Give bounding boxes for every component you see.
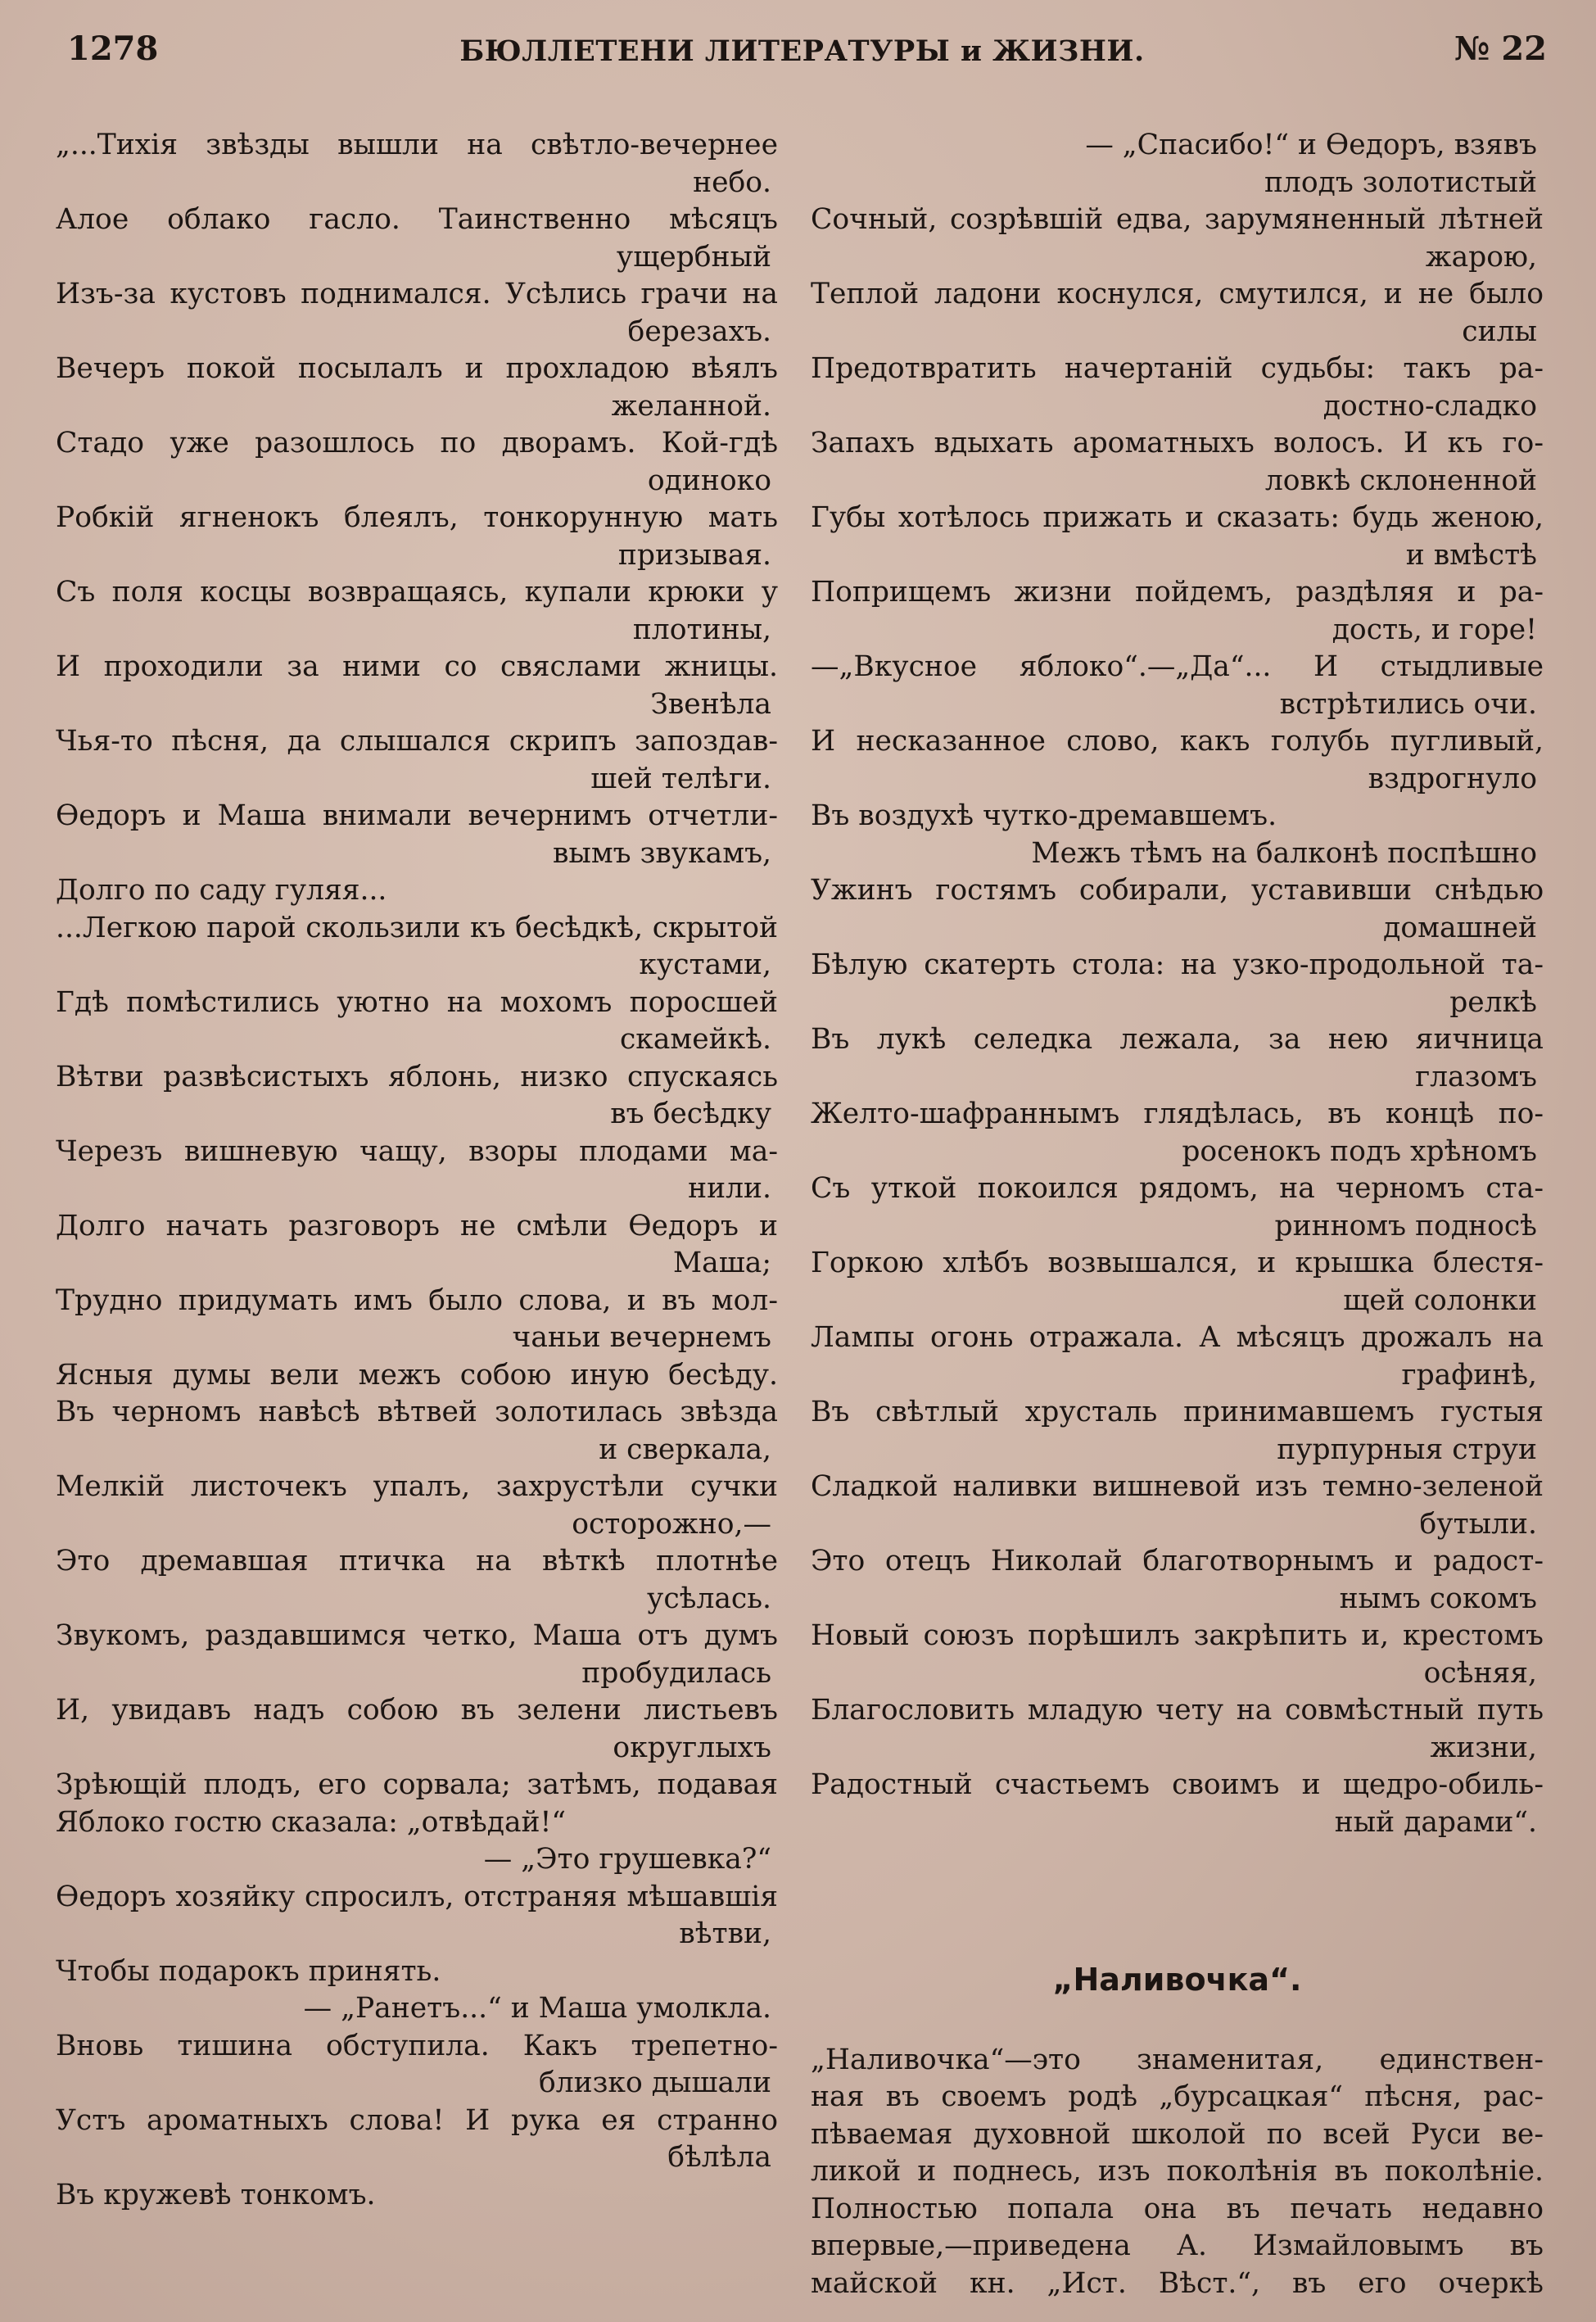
poem-line: Горкою хлѣбъ возвышался, и крышка блестя-: [811, 1247, 1544, 1279]
poem-line: Робкій ягненокъ блеялъ, тонкорунную мать: [56, 501, 778, 534]
poem-line: Въ свѣтлый хрусталь принимавшемъ густыя: [811, 1396, 1544, 1428]
poem-line: встрѣтились очи.: [1279, 687, 1537, 721]
article-line: „Наливочка“—это знаменитая, единствен-: [811, 2043, 1544, 2076]
poem-line: Предотвратить начертаній судьбы: такъ ра-: [811, 352, 1544, 385]
poem-line: ...Легкою парой скользили къ бесѣдкѣ, скрытой: [56, 911, 778, 944]
poem-line: пурпурныя струи: [1277, 1433, 1537, 1466]
poem-line: скамейкѣ.: [619, 1023, 771, 1056]
poem-line: Трудно придумать имъ было слова, и въ мол-: [56, 1283, 778, 1317]
poem-line: Губы хотѣлось прижать и сказать: будь женою,: [811, 501, 1544, 534]
article-text: [811, 2042, 1544, 2303]
poem-line: Чья-то пѣсня, да слышался скрипъ запоздав-: [56, 725, 778, 758]
poem-line: Лампы огонь отражала. А мѣсяцъ дрожалъ на: [811, 1321, 1544, 1354]
poem-line: ринномъ подносѣ: [1274, 1209, 1537, 1242]
poem-line: Сочный, созрѣвшій едва, зарумяненный лѣтней: [811, 203, 1544, 236]
poem-line: — „Это грушевка?“: [483, 1843, 771, 1876]
poem-line: — „Спасибо!“ и Өедоръ, взявъ: [1085, 129, 1537, 161]
poem-line: округлыхъ: [613, 1731, 771, 1764]
poem-line: глазомъ: [1415, 1060, 1537, 1093]
poem-line: Өедоръ и Маша внимали вечернимъ отчетли-: [56, 799, 778, 832]
poem-line: нымъ сокомъ: [1339, 1582, 1537, 1615]
poem-line: призывая.: [617, 538, 771, 572]
poem-line: въ бесѣдку: [610, 1098, 771, 1130]
poem-line: И несказанное слово, какъ голубь пугливый,: [811, 725, 1544, 758]
poem-line: Въ лукѣ селедка лежала, за нею яичница: [811, 1023, 1544, 1056]
poem-line: Сладкой наливки вишневой изъ темно-зеленой: [811, 1470, 1544, 1503]
poem-line: кустами,: [639, 948, 771, 981]
page-header: [57, 29, 1547, 79]
poem-line: бутыли.: [1419, 1507, 1537, 1541]
poem-line: нили.: [688, 1172, 771, 1205]
poem-line: Радостный счастьемъ своимъ и щедро-обиль-: [811, 1768, 1544, 1801]
poem-line: Долго по саду гуляя...: [56, 874, 387, 907]
article-line: Полностью попала она въ печать недавно: [811, 2192, 1544, 2225]
poem-line: Съ поля косцы возвращаясь, купали крюки у: [56, 576, 778, 609]
poem-line: щей солонки: [1343, 1283, 1537, 1317]
poem-line: Ясныя думы вели межъ собою иную бесѣду.: [56, 1358, 778, 1392]
poem-line: Новый союзъ порѣшилъ закрѣпить и, крестомъ: [811, 1619, 1544, 1652]
poem-line: Стадо уже разошлось по дворамъ. Кой-гдѣ: [56, 427, 778, 459]
poem-line: ный дарами“.: [1334, 1805, 1537, 1839]
poem-line: бѣлѣла: [667, 2141, 771, 2174]
poem-line: Вечеръ покой посылалъ и прохладою вѣялъ: [56, 352, 778, 385]
poem-line: — „Ранетъ...“ и Маша умолкла.: [303, 1992, 771, 2025]
poem-line: шей телѣги.: [590, 762, 771, 795]
issue-number: № 22: [1454, 29, 1547, 68]
poem-line: Яблоко гостю сказала: „отвѣдай!“: [56, 1805, 567, 1839]
poem-line: Съ уткой покоился рядомъ, на черномъ ста-: [811, 1172, 1544, 1205]
running-title: БЮЛЛЕТЕНИ ЛИТЕРАТУРЫ и ЖИЗНИ.: [459, 34, 1145, 68]
article-line: впервые,—приведена А. Измайловымъ въ: [811, 2229, 1544, 2262]
poem-line: Звукомъ, раздавшимся четко, Маша отъ думъ: [56, 1619, 778, 1652]
poem-line: чаньи вечернемъ: [512, 1321, 771, 1354]
poem-line: Запахъ вдыхать ароматныхъ волосъ. И къ го-: [811, 427, 1544, 459]
poem-line: Межъ тѣмъ на балконѣ поспѣшно: [1031, 836, 1537, 870]
poem-line: Алое облако гасло. Таинственно мѣсяцъ: [56, 203, 778, 236]
poem-line: Бѣлую скатерть стола: на узко-продольной та-: [811, 948, 1544, 981]
poem-line: Звенѣла: [650, 687, 771, 721]
poem-line: усѣлась.: [647, 1582, 771, 1615]
poem-line: ущербный: [616, 240, 771, 274]
poem-line: одиноко: [647, 464, 771, 497]
poem-line: Въ черномъ навѣсѣ вѣтвей золотилась звѣзда: [56, 1396, 778, 1428]
poem-line: небо.: [693, 165, 771, 199]
poem-line: И, увидавъ надъ собою въ зелени листьевъ: [56, 1694, 778, 1727]
poem-line: Мелкій листочекъ упалъ, захрустѣли сучки: [56, 1470, 778, 1503]
poem-line: плотины,: [632, 613, 771, 646]
poem-line: березахъ.: [627, 315, 771, 348]
poem-line: Это дремавшая птичка на вѣткѣ плотнѣе: [56, 1545, 778, 1577]
poem-line: росенокъ подъ хрѣномъ: [1182, 1134, 1537, 1168]
poem-line: Вновь тишина обступила. Какъ трепетно-: [56, 2029, 778, 2062]
poem-continuation: [811, 127, 1544, 1841]
poem-line: Чтобы подарокъ принять.: [56, 1954, 441, 1988]
poem-line: Ужинъ гостямъ собирали, уставивши снѣдью: [811, 874, 1544, 907]
poem-line: Устъ ароматныхъ слова! И рука ея странно: [56, 2103, 778, 2137]
poem-line: Зрѣющій плодъ, его сорвала; затѣмъ, подавая: [56, 1768, 778, 1801]
poem-line: пробудилась: [581, 1656, 771, 1690]
poem-line: Гдѣ помѣстились уютно на мохомъ поросшей: [56, 985, 778, 1019]
poem-line: Вѣтви развѣсистыхъ яблонь, низко спускаясь: [56, 1060, 778, 1093]
section-gap: [811, 1841, 1544, 1927]
poem-line: Өедоръ хозяйку спросилъ, отстраняя мѣшавшія: [56, 1880, 778, 1913]
poem-line: осторожно,—: [572, 1507, 771, 1541]
poem-line: Черезъ вишневую чащу, взоры плодами ма-: [56, 1134, 778, 1168]
poem-line: плодъ золотистый: [1264, 165, 1537, 199]
poem-line: близко дышали: [538, 2066, 771, 2099]
poem-line: Въ кружевѣ тонкомъ.: [56, 2178, 376, 2211]
poem-line: Въ воздухѣ чутко-дремавшемъ.: [811, 799, 1277, 832]
poem-line: И проходили за ними со свяслами жницы.: [56, 650, 778, 683]
poem-line: силы: [1462, 315, 1537, 348]
article-line: пѣваемая духовной школой по всей Руси ве-: [811, 2117, 1544, 2151]
poem-line: и сверкала,: [599, 1433, 771, 1466]
poem-line: вздрогнуло: [1368, 762, 1537, 795]
poem-line: Благословить младую чету на совмѣстный путь: [811, 1694, 1544, 1727]
poem-line: —„Вкусное яблоко“.—„Да“... И стыдливые: [811, 650, 1544, 683]
poem-line: жарою,: [1425, 240, 1537, 274]
poem-line: Маша;: [672, 1247, 771, 1279]
poem-line: ловкѣ склоненной: [1264, 464, 1537, 497]
poem-line: Долго начать разговоръ не смѣли Өедоръ и: [56, 1209, 778, 1242]
poem-line: Это отецъ Николай благотворнымъ и радост-: [811, 1545, 1544, 1577]
poem-line: осѣняя,: [1423, 1656, 1537, 1690]
article-line: майской кн. „Ист. Вѣст.“, въ его очеркѣ: [811, 2266, 1544, 2300]
poem-line: Теплой ладони коснулся, смутился, и не было: [811, 278, 1544, 310]
article-line: ликой и поднесь, изъ поколѣнія въ поколѣніе.: [811, 2155, 1544, 2188]
page-number: 1278: [67, 29, 159, 68]
poem-line: „...Тихія звѣзды вышли на свѣтло-вечернее: [56, 129, 778, 161]
poem-line: желанной.: [611, 389, 771, 423]
poem-line: вымъ звукамъ,: [552, 836, 771, 870]
left-column: [56, 127, 778, 2214]
right-column: [811, 127, 1544, 2302]
poem-line: графинѣ,: [1401, 1358, 1537, 1392]
poem-line: релкѣ: [1449, 985, 1537, 1019]
poem-line: Желто-шафраннымъ глядѣлась, въ концѣ по-: [811, 1098, 1544, 1130]
poem-line: Поприщемъ жизни пойдемъ, раздѣляя и ра-: [811, 576, 1544, 609]
poem-line: достно-сладко: [1322, 389, 1537, 423]
poem-line: вѣтви,: [679, 1917, 771, 1950]
poem-line: домашней: [1383, 911, 1537, 944]
poem-line: жизни,: [1430, 1731, 1537, 1764]
poem-line: дость, и горе!: [1332, 613, 1537, 646]
article-line: ная въ своемъ родѣ „бурсацкая“ пѣсня, рас-: [811, 2080, 1544, 2113]
section-heading: „Наливочка“.: [1052, 1962, 1302, 1998]
poem-line: и вмѣстѣ: [1405, 538, 1537, 572]
poem-line: Изъ-за кустовъ поднимался. Усѣлись грачи на: [56, 278, 778, 310]
